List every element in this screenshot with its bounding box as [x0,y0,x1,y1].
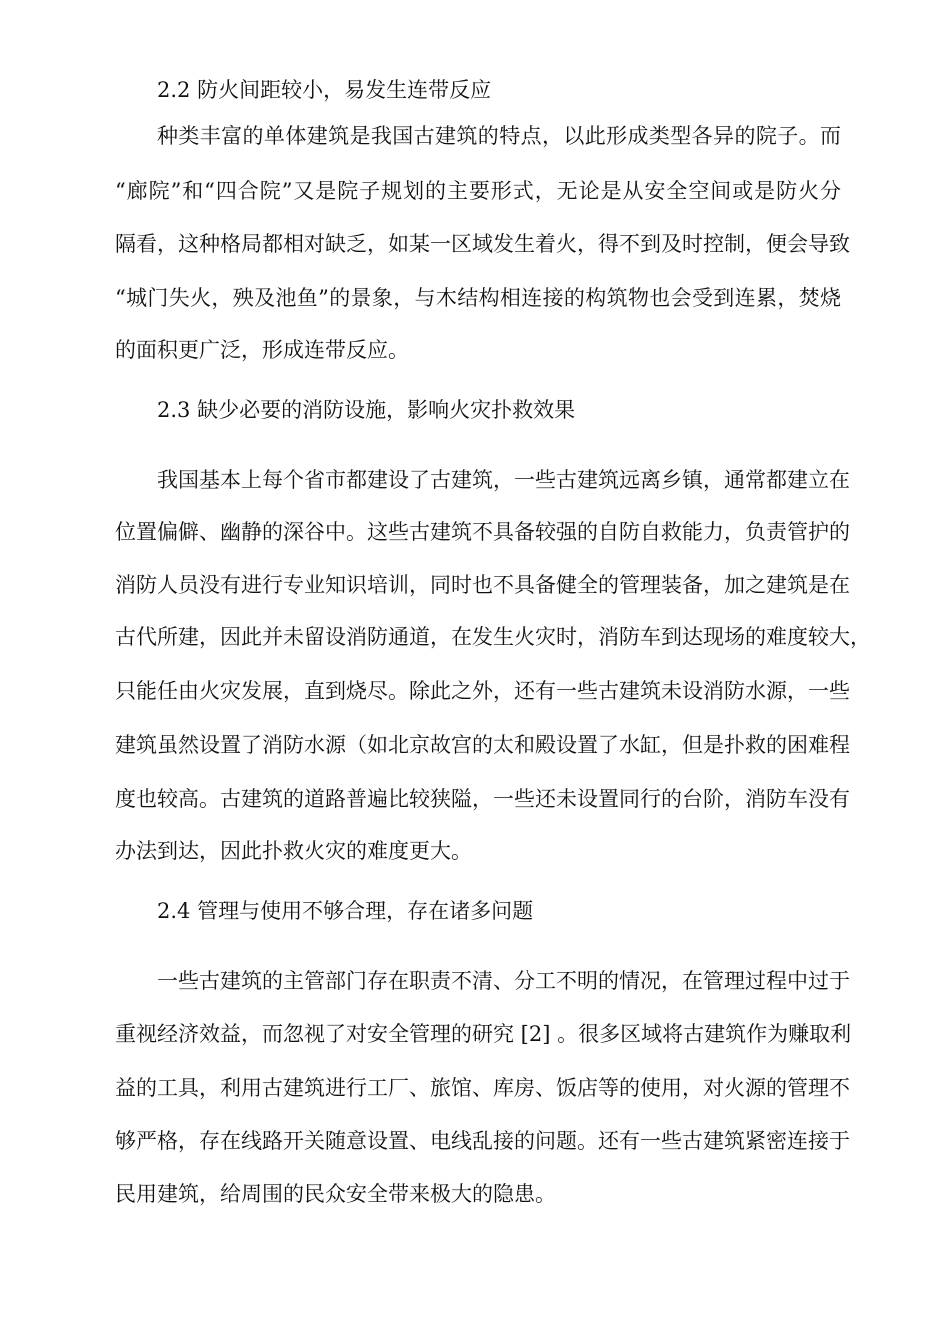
paragraph-line: 民用建筑，给周围的民众安全带来极大的隐患。 [115,1182,556,1206]
section-heading: 2.3 缺少必要的消防设施，影响火灾扑救效果 [157,398,576,422]
paragraph-line: 古代所建，因此并未留设消防通道，在发生火灾时，消防车到达现场的难度较大， [115,625,871,649]
paragraph-line: 办法到达，因此扑救火灾的难度更大。 [115,839,472,863]
paragraph-line: 的面积更广泛，形成连带反应。 [115,338,409,362]
paragraph-line: 只能任由火灾发展，直到烧尽。除此之外，还有一些古建筑未设消防水源，一些 [115,679,850,703]
paragraph-line: 种类丰富的单体建筑是我国古建筑的特点，以此形成类型各异的院子。而 [157,124,841,148]
paragraph-line: “城门失火，殃及池鱼”的景象，与木结构相连接的构筑物也会受到连累，焚烧 [115,286,841,310]
paragraph-line: 益的工具，利用古建筑进行工厂、旅馆、库房、饭店等的使用，对火源的管理不 [115,1076,850,1100]
paragraph-line: 够严格，存在线路开关随意设置、电线乱接的问题。还有一些古建筑紧密连接于 [115,1129,850,1153]
paragraph-line: 消防人员没有进行专业知识培训，同时也不具备健全的管理装备，加之建筑是在 [115,573,850,597]
paragraph-line: 位置偏僻、幽静的深谷中。这些古建筑不具备较强的自防自救能力，负责管护的 [115,520,850,544]
paragraph-line: 重视经济效益，而忽视了对安全管理的研究 [2] 。很多区域将古建筑作为赚取利 [115,1022,852,1046]
paragraph-line: 隔看，这种格局都相对缺乏，如某一区域发生着火，得不到及时控制，便会导致 [115,232,850,256]
paragraph-line: 我国基本上每个省市都建设了古建筑，一些古建筑远离乡镇，通常都建立在 [157,468,850,492]
paragraph-line: 一些古建筑的主管部门存在职责不清、分工不明的情况，在管理过程中过于 [157,969,850,993]
paragraph-line: 度也较高。古建筑的道路普遍比较狭隘，一些还未设置同行的台阶，消防车没有 [115,787,850,811]
paragraph-line: “廊院”和“四合院”又是院子规划的主要形式，无论是从安全空间或是防火分 [115,179,841,203]
section-heading: 2.2 防火间距较小，易发生连带反应 [157,78,492,102]
paragraph-line: 建筑虽然设置了消防水源（如北京故宫的太和殿设置了水缸，但是扑救的困难程 [115,733,850,757]
section-heading: 2.4 管理与使用不够合理，存在诸多问题 [157,899,534,923]
